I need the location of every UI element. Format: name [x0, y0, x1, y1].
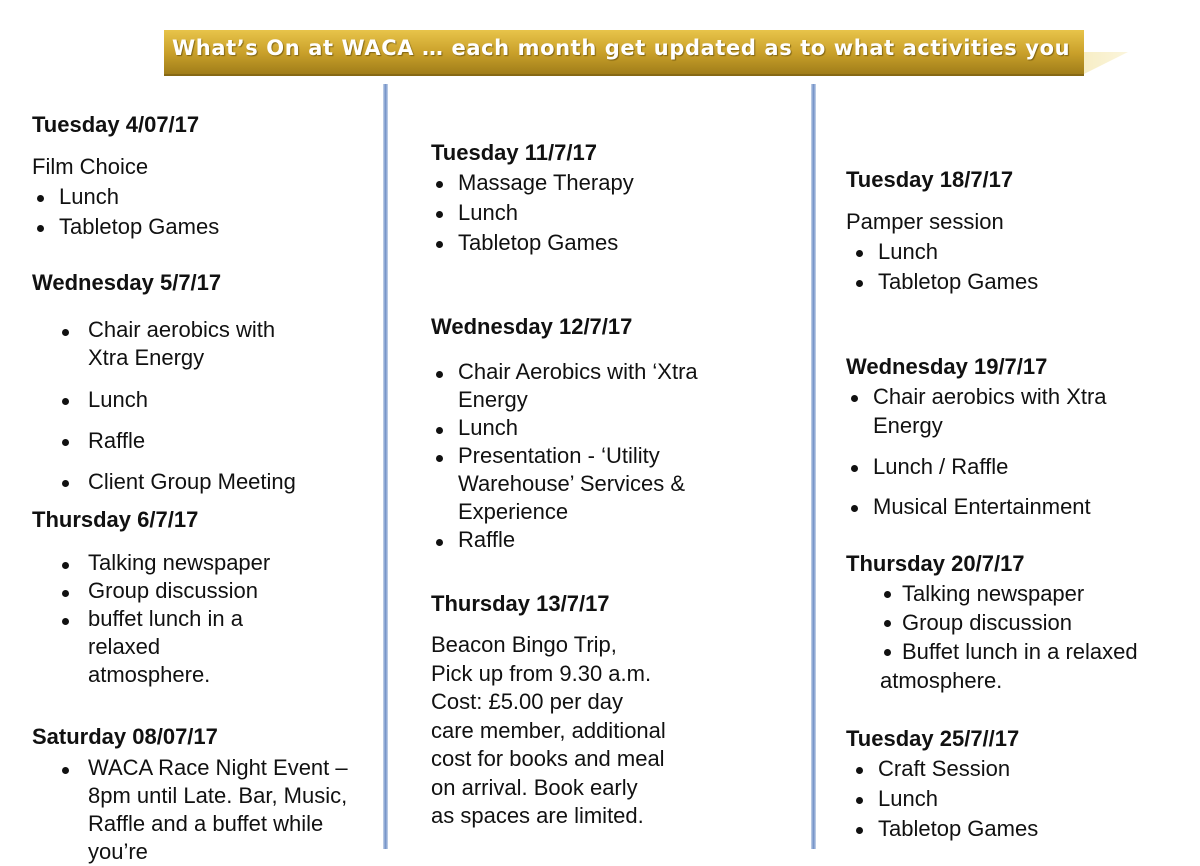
trip-line: as spaces are limited.: [431, 803, 644, 828]
list-item-text: Buffet lunch in a relaxed atmosphere.: [880, 639, 1138, 693]
list-item: Chair aerobics with Xtra Energy: [846, 382, 1163, 440]
list-item: Lunch: [32, 385, 352, 415]
activity-list: [431, 168, 771, 258]
list-item: [846, 608, 1176, 637]
day-block: [846, 549, 1025, 579]
day-block: [32, 505, 198, 535]
activity-list: [32, 754, 352, 866]
list-item: buffet lunch in a relaxed atmosphere.: [32, 605, 268, 689]
list-item: Tabletop Games: [846, 814, 1176, 844]
activity-list: [32, 385, 352, 415]
activity-list: [846, 237, 1176, 297]
day-heading: Wednesday 12/7/17: [431, 314, 633, 339]
trip-line: care member, additional: [431, 717, 666, 743]
list-item: [846, 579, 1176, 608]
list-item-text: Group discussion: [902, 610, 1072, 635]
day-block: [32, 110, 199, 140]
list-item: Client Group Meeting: [32, 467, 362, 497]
activity-intro: Film Choice: [32, 154, 149, 179]
day-heading: Thursday 20/7/17: [846, 551, 1025, 576]
day-heading: Wednesday 5/7/17: [32, 270, 222, 295]
list-item: Tabletop Games: [431, 228, 771, 258]
list-item: Lunch: [32, 182, 372, 212]
activity-list: [32, 467, 362, 497]
day-block: [846, 724, 1019, 754]
activity-list: [32, 549, 332, 689]
list-item: Chair Aerobics with ‘Xtra Energy: [431, 358, 708, 414]
activity-list: [846, 452, 1176, 482]
trip-line: Beacon Bingo Trip,: [431, 632, 617, 657]
header-banner: [164, 30, 1084, 76]
activity-list: [431, 358, 731, 554]
day-block: [431, 312, 632, 342]
list-item: Lunch: [431, 414, 731, 442]
list-item: Raffle: [32, 426, 352, 456]
day-heading: Saturday 08/07/17: [32, 724, 218, 749]
day-heading: Thursday 13/7/17: [431, 591, 610, 616]
day-block: [431, 589, 610, 619]
column-divider-right: [811, 84, 816, 849]
list-item: Lunch: [431, 198, 771, 228]
list-item: [846, 637, 1170, 695]
list-item: Group discussion: [32, 577, 332, 605]
activity-list: [32, 426, 352, 456]
list-item: Raffle: [431, 526, 731, 554]
list-item-text: Talking newspaper: [902, 581, 1085, 606]
bullet: [884, 649, 891, 656]
list-item: Craft Session: [846, 754, 1176, 784]
day-block: [431, 138, 597, 168]
day-heading: Tuesday 11/7/17: [431, 140, 597, 165]
list-item: Presentation - ‘Utility Warehouse’ Services & Experience: [431, 442, 708, 526]
day-block: [846, 165, 1013, 195]
activity-intro: Pamper session: [846, 209, 1004, 234]
day-heading: Tuesday 18/7/17: [846, 167, 1014, 192]
activity-list: [32, 182, 372, 242]
day-content: [32, 152, 372, 242]
banner-title: What’s On at WACA … each month get updated as to what activities you: [172, 36, 1071, 60]
list-item: Tabletop Games: [32, 212, 372, 242]
list-item: WACA Race Night Event – 8pm until Late. Bar, Music, Raffle and a buffet while you’re: [32, 754, 348, 866]
activity-list: [846, 382, 1176, 440]
trip-line: on arrival. Book early: [431, 774, 638, 800]
list-item: Lunch: [846, 784, 1176, 814]
day-content: [846, 207, 1176, 297]
activity-list: [32, 316, 352, 372]
list-item: Lunch / Raffle: [846, 452, 1176, 482]
list-item: Massage Therapy: [431, 168, 771, 198]
day-heading: Tuesday 4/07/17: [32, 112, 200, 137]
trip-details: [431, 631, 731, 831]
bullet: [884, 620, 891, 627]
activity-list: [846, 754, 1176, 844]
list-item: Musical Entertainment: [846, 492, 1176, 522]
day-heading: Thursday 6/7/17: [32, 507, 199, 532]
activity-list: [846, 492, 1176, 522]
trip-line: cost for books and meal: [431, 746, 665, 771]
list-item: Talking newspaper: [32, 549, 332, 577]
banner-tail: [1084, 52, 1128, 74]
list-item: Chair aerobics with Xtra Energy: [32, 316, 318, 372]
list-item: Lunch: [846, 237, 1176, 267]
list-item: Tabletop Games: [846, 267, 1176, 297]
day-block: [32, 722, 218, 752]
bullet: [884, 591, 891, 598]
day-heading: Tuesday 25/7//17: [846, 726, 1020, 751]
day-heading: Wednesday 19/7/17: [846, 354, 1048, 379]
trip-line: Pick up from 9.30 a.m.: [431, 660, 652, 686]
activity-list: [846, 579, 1176, 695]
day-block: [846, 352, 1047, 382]
trip-line: Cost: £5.00 per day: [431, 689, 624, 714]
column-divider-left: [383, 84, 388, 849]
day-block: [32, 268, 221, 298]
